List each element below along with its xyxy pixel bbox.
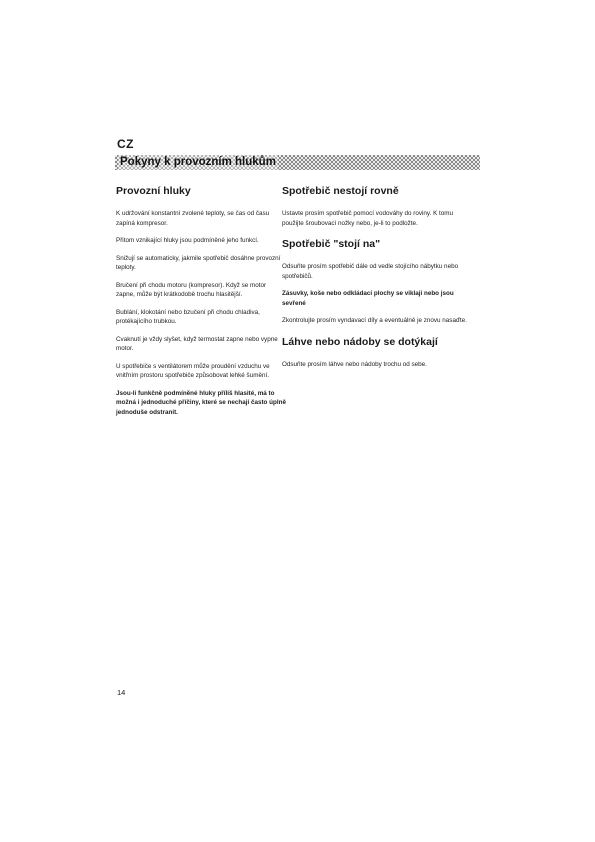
right-heading-touching: Spotřebič "stojí na" (282, 238, 381, 250)
banner-title: Pokyny k provozním hlukům (120, 156, 276, 168)
paragraph: Přitom vznikající hluky jsou podmíněné jeho funkcí. (116, 237, 259, 244)
paragraph: Jsou-li funkčně podmíněné hluky příliš hlasité, má to možná i jednoduché příčiny, které se nechají často úplně jednoduše odstranit. (116, 389, 286, 416)
page-number: 14 (117, 688, 126, 697)
paragraph: U spotřebiče s ventilátorem může proudění vzduchu ve vnitřním prostoru spotřebiče způsobovat lehké šumění. (116, 362, 270, 379)
paragraph: Cvaknutí je vždy slyšet, když termostat zapne nebo vypne motor. (116, 335, 278, 352)
left-heading: Provozní hluky (116, 185, 191, 197)
section-banner (115, 155, 480, 170)
right-heading-uneven: Spotřebič nestojí rovně (282, 185, 399, 197)
language-code: CZ (117, 137, 134, 151)
paragraph: Odsuňte prosím láhve nebo nádoby trochu od sebe. (282, 360, 427, 368)
paragraph: Zkontrolujte prosím vyndavací díly a eventuálně je znovu nasaďte. (282, 317, 467, 324)
paragraph: Ustavte prosím spotřebič pomocí vodováhy do roviny. K tomu použijte šroubovací nožky nebo, je-li to podložte. (282, 210, 454, 227)
paragraph: Bublání, klokotání nebo bzučení při chodu chladiva, protékajícího trubkou. (116, 308, 260, 325)
right-column (282, 185, 472, 377)
paragraph: Bručení při chodu motoru (kompresor). Když se motor zapne, může být krátkodobě trochu hlasitější. (116, 281, 267, 298)
paragraph: Odsuňte prosím spotřebič dále od vedle stojícího nábytku nebo spotřebičů. (282, 263, 459, 280)
paragraph: Snižují se automaticky, jakmile spotřebič dosáhne provozní teploty. (116, 254, 281, 271)
left-column (116, 185, 286, 425)
paragraph: K udržování konstantní zvolené teploty, se čas od času zapíná kompresor. (116, 210, 270, 227)
right-heading-bottles: Láhve nebo nádoby se dotýkají (282, 335, 438, 348)
paragraph: Zásuvky, koše nebo odkládací plochy se viklají nebo jsou sevřené (282, 290, 454, 307)
